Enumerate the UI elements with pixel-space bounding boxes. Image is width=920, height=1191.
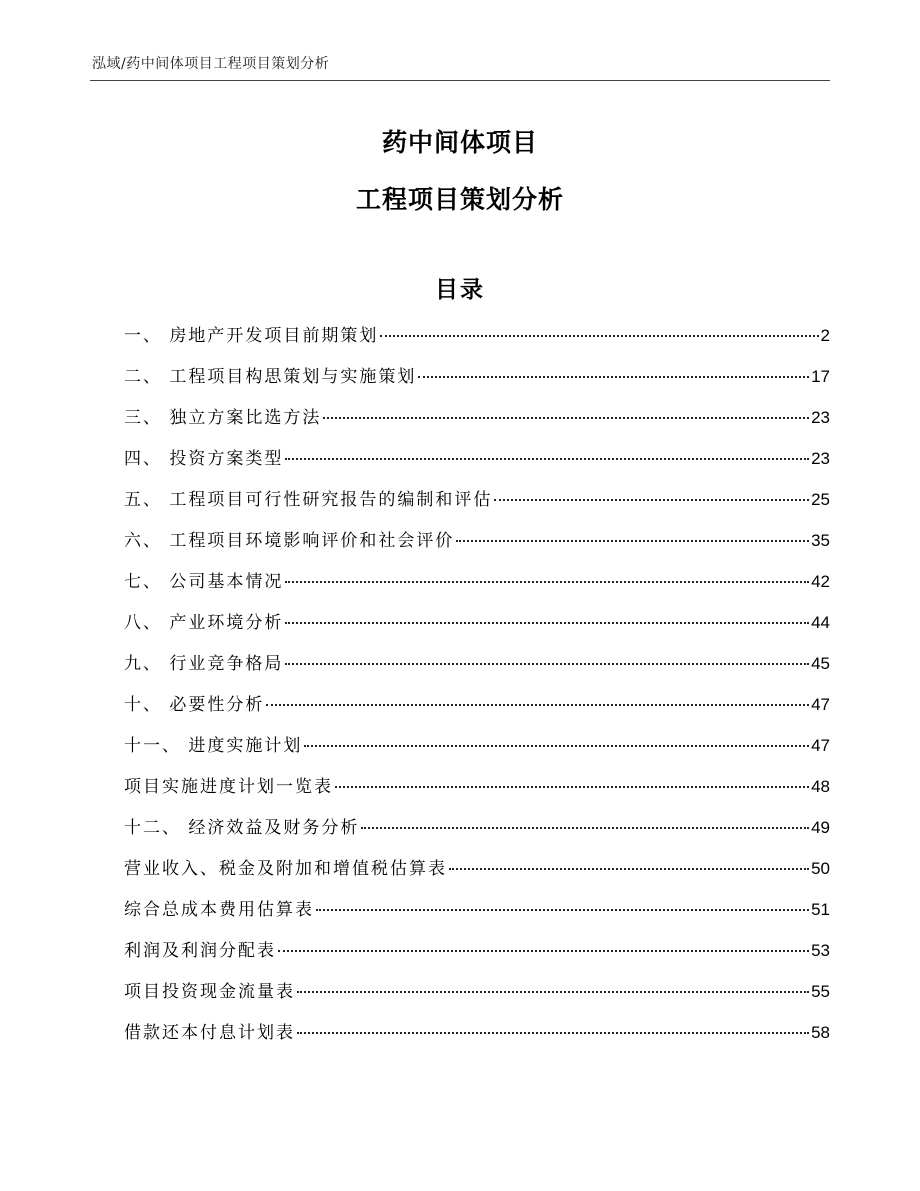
table-of-contents xyxy=(124,320,830,1058)
toc-entry-title: 三、 独立方案比选方法 xyxy=(124,408,322,428)
toc-entry-title: 项目实施进度计划一览表 xyxy=(124,777,333,797)
toc-entry[interactable] xyxy=(124,771,830,812)
toc-entry-title: 利润及利润分配表 xyxy=(124,941,276,961)
toc-entry-page: 23 xyxy=(811,449,830,468)
toc-entry-title: 项目投资现金流量表 xyxy=(124,982,295,1002)
toc-entry-page: 2 xyxy=(820,326,830,345)
toc-dot-leader xyxy=(285,458,809,460)
toc-dot-leader xyxy=(449,868,809,870)
toc-entry-title: 借款还本付息计划表 xyxy=(124,1023,295,1043)
document-title-line-1: 药中间体项目 xyxy=(381,128,538,157)
toc-entry-title: 八、 产业环境分析 xyxy=(124,613,284,633)
toc-entry[interactable] xyxy=(124,484,830,525)
toc-entry-page: 51 xyxy=(811,900,830,919)
toc-entry-page: 47 xyxy=(811,736,830,755)
toc-dot-leader xyxy=(316,909,809,911)
toc-entry-title: 十二、 经济效益及财务分析 xyxy=(124,818,360,838)
toc-entry-page: 53 xyxy=(811,941,830,960)
toc-entry-page: 55 xyxy=(811,982,830,1001)
toc-entry-title: 六、 工程项目环境影响评价和社会评价 xyxy=(124,531,455,551)
toc-dot-leader xyxy=(297,1032,809,1034)
page-header: 泓域/药中间体项目工程项目策划分析 xyxy=(92,56,330,72)
toc-entry[interactable] xyxy=(124,853,830,894)
toc-entry[interactable] xyxy=(124,894,830,935)
toc-dot-leader xyxy=(494,499,809,501)
toc-dot-leader xyxy=(361,827,809,829)
toc-entry-page: 35 xyxy=(811,531,830,550)
toc-heading: 目录 xyxy=(435,277,485,303)
toc-entry-page: 58 xyxy=(811,1023,830,1042)
toc-entry[interactable] xyxy=(124,566,830,607)
toc-entry-title: 十、 必要性分析 xyxy=(124,695,265,715)
toc-entry-page: 48 xyxy=(811,777,830,796)
toc-entry-title: 营业收入、税金及附加和增值税估算表 xyxy=(124,859,447,879)
toc-entry[interactable] xyxy=(124,730,830,771)
toc-entry-title: 十一、 进度实施计划 xyxy=(124,736,303,756)
toc-dot-leader xyxy=(323,417,809,419)
toc-entry[interactable] xyxy=(124,402,830,443)
toc-entry-title: 五、 工程项目可行性研究报告的编制和评估 xyxy=(124,490,493,510)
document-title-line-2: 工程项目策划分析 xyxy=(355,185,564,214)
toc-entry-page: 49 xyxy=(811,818,830,837)
toc-dot-leader xyxy=(297,991,809,993)
toc-entry-page: 47 xyxy=(811,695,830,714)
toc-entry-page: 50 xyxy=(811,859,830,878)
toc-entry[interactable] xyxy=(124,689,830,730)
toc-entry-title: 七、 公司基本情况 xyxy=(124,572,284,592)
toc-entry[interactable] xyxy=(124,607,830,648)
toc-entry[interactable] xyxy=(124,812,830,853)
toc-entry-page: 44 xyxy=(811,613,830,632)
header-divider xyxy=(90,80,830,81)
toc-entry-title: 二、 工程项目构思策划与实施策划 xyxy=(124,367,417,387)
toc-entry[interactable] xyxy=(124,525,830,566)
toc-dot-leader xyxy=(304,745,809,747)
toc-dot-leader xyxy=(456,540,809,542)
toc-dot-leader xyxy=(380,335,818,337)
toc-entry[interactable] xyxy=(124,361,830,402)
toc-entry-title: 综合总成本费用估算表 xyxy=(124,900,314,920)
toc-dot-leader xyxy=(335,786,809,788)
toc-entry-title: 九、 行业竞争格局 xyxy=(124,654,284,674)
toc-entry[interactable] xyxy=(124,1017,830,1058)
toc-entry-page: 23 xyxy=(811,408,830,427)
toc-dot-leader xyxy=(418,376,809,378)
toc-entry-page: 45 xyxy=(811,654,830,673)
toc-entry[interactable] xyxy=(124,320,830,361)
toc-entry[interactable] xyxy=(124,935,830,976)
toc-dot-leader xyxy=(278,950,809,952)
toc-dot-leader xyxy=(285,581,809,583)
toc-entry[interactable] xyxy=(124,443,830,484)
toc-entry-title: 一、 房地产开发项目前期策划 xyxy=(124,326,379,346)
toc-entry-page: 17 xyxy=(811,367,830,386)
toc-entry[interactable] xyxy=(124,976,830,1017)
toc-entry-page: 42 xyxy=(811,572,830,591)
toc-dot-leader xyxy=(285,622,809,624)
toc-entry-title: 四、 投资方案类型 xyxy=(124,449,284,469)
toc-entry[interactable] xyxy=(124,648,830,689)
toc-entry-page: 25 xyxy=(811,490,830,509)
toc-dot-leader xyxy=(285,663,809,665)
toc-dot-leader xyxy=(266,704,809,706)
